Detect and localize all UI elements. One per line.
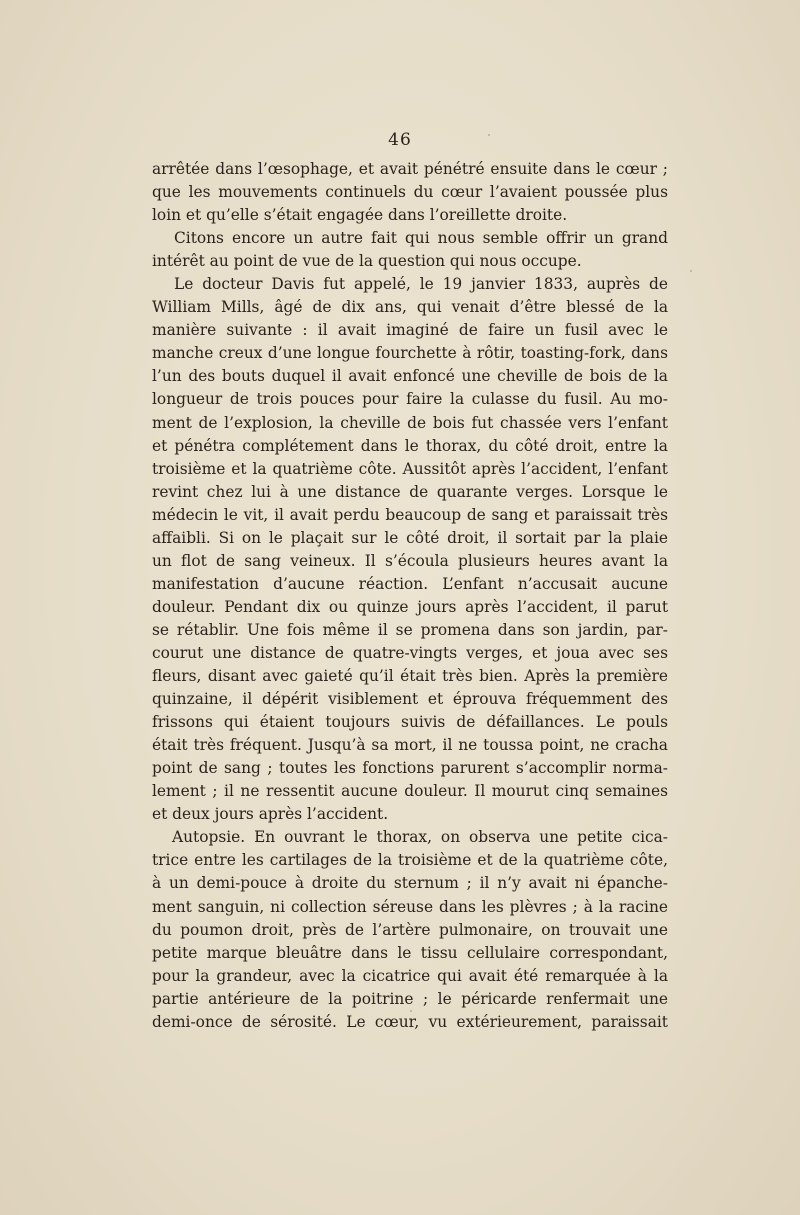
paper-speck — [690, 270, 692, 272]
paper-speck — [410, 1010, 412, 1012]
text-line: du poumon droit, près de l’artère pulmonaire, on trouvait une — [152, 920, 668, 939]
text-line: l’un des bouts duquel il avait enfoncé une cheville de bois de la — [152, 367, 668, 386]
text-line: courut une distance de quatre-vingts verges, et joua avec ses — [152, 643, 668, 662]
text-line: longueur de trois pouces pour faire la culasse du fusil. Au mo- — [152, 390, 668, 409]
text-line: demi-once de sérosité. Le cœur, vu extérieurement, paraissait — [152, 1012, 668, 1031]
body-text — [152, 158, 668, 1034]
text-line: manière suivante : il avait imaginé de faire un fusil avec le — [152, 321, 668, 340]
text-line: arrêtée dans l’œsophage, et avait pénétré ensuite dans le cœur ; — [152, 160, 668, 178]
text-line: ment de l’explosion, la cheville de bois fut chassée vers l’enfant — [152, 413, 668, 432]
page-number: 46 — [388, 130, 412, 150]
text-line: petite marque bleuâtre dans le tissu cellulaire correspondant, — [152, 943, 668, 962]
text-line: un flot de sang veineux. Il s’écoula plusieurs heures avant la — [152, 551, 668, 570]
text-line: Autopsie. En ouvrant le thorax, on observa une petite cica- — [172, 828, 668, 847]
text-line: manifestation d’aucune réaction. L’enfant n’accusait aucune — [152, 574, 668, 593]
text-line: que les mouvements continuels du cœur l’avaient poussée plus — [152, 183, 668, 202]
text-line: ment sanguin, ni collection séreuse dans les plèvres ; à la racine — [152, 897, 668, 916]
text-line: lement ; il ne ressentit aucune douleur. Il mourut cinq semaines — [152, 782, 668, 801]
text-line: William Mills, âgé de dix ans, qui venait d’être blessé de la — [152, 298, 668, 317]
text-line: frissons qui étaient toujours suivis de défaillances. Le pouls — [152, 713, 668, 732]
text-line: douleur. Pendant dix ou quinze jours après l’accident, il parut — [152, 597, 668, 616]
text-line: troisième et la quatrième côte. Aussitôt après l’accident, l’enfant — [152, 459, 668, 478]
text-line: médecin le vit, il avait perdu beaucoup de sang et paraissait très — [152, 505, 668, 524]
text-line: revint chez lui à une distance de quarante verges. Lorsque le — [152, 482, 668, 501]
text-line: partie antérieure de la poitrine ; le péricarde renfermait une — [152, 989, 668, 1008]
text-line: était très fréquent. Jusqu’à sa mort, il ne toussa point, ne cracha — [152, 736, 668, 755]
text-line: et deux jours après l’accident. — [152, 805, 389, 824]
text-line: fleurs, disant avec gaieté qu’il était très bien. Après la première — [152, 667, 668, 686]
text-line: trice entre les cartilages de la troisième et de la quatrième côte, — [152, 851, 668, 870]
text-line: pour la grandeur, avec la cicatrice qui avait été remarquée à la — [152, 966, 668, 985]
text-line: Citons encore un autre fait qui nous semble offrir un grand — [174, 229, 668, 248]
text-line: point de sang ; toutes les fonctions parurent s’accomplir norma- — [152, 759, 668, 778]
text-line: se rétablir. Une fois même il se promena dans son jardin, par- — [152, 620, 668, 639]
text-line: manche creux d’une longue fourchette à rôtir, toasting-fork, dans — [152, 344, 668, 363]
text-line: affaibli. Si on le plaçait sur le côté droit, il sortait par la plaie — [152, 528, 668, 547]
text-line: loin et qu’elle s’était engagée dans l’oreillette droite. — [152, 206, 568, 225]
text-line: intérêt au point de vue de la question qui nous occupe. — [152, 252, 582, 271]
text-line: Le docteur Davis fut appelé, le 19 janvier 1833, auprès de — [174, 275, 668, 294]
text-line: à un demi-pouce à droite du sternum ; il n’y avait ni épanche- — [152, 874, 668, 893]
text-line: et pénétra complétement dans le thorax, du côté droit, entre la — [152, 436, 668, 455]
text-line: quinzaine, il dépérit visiblement et éprouva fréquemment des — [152, 690, 668, 709]
paper-speck — [488, 134, 490, 136]
